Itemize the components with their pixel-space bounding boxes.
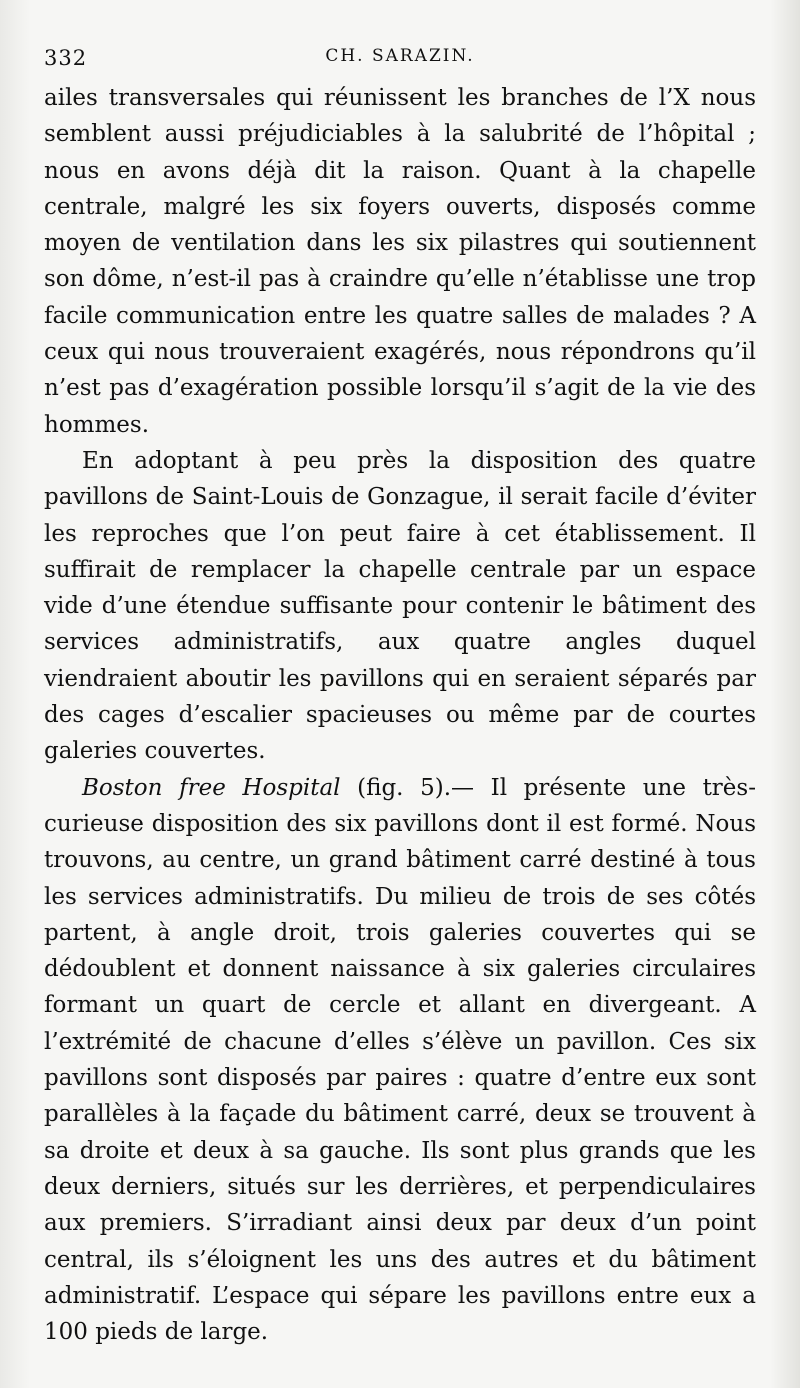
body-text <box>44 80 756 1350</box>
paragraph-1: ailes transversales qui réunissent les branches de l’X nous semblent aussi préjudiciables à la salubrité de l’hôpital ; nous en avons déjà dit la raison. Quant à la chapelle centrale, malgré les six foyers ouverts, disposés comme moyen de ventilation dans les six pilastres qui soutiennent son dôme, n’est-il pas à craindre qu’elle n’établisse une trop facile communication entre les quatre salles de malades ? A ceux qui nous trouveraient exagérés, nous répondrons qu’il n’est pas d’exagération possible lorsqu’il s’agit de la vie des hommes. <box>44 85 756 438</box>
paragraph-3 <box>44 770 756 1351</box>
paragraph-3-text: (fig. 5).— Il présente une très-curieuse disposition des six pavillons dont il est formé. Nous trouvons, au centre, un grand bâtiment carré destiné à tous les services administratifs. Du milieu de trois de ses côtés partent, à angle droit, trois galeries couvertes qui se dédoublent et donnent naissance à six galeries circulaires formant un quart de cercle et allant en divergeant. A l’extrémité de chacune d’elles s’élève un pavillon. Ces six pavillons sont disposés par paires : quatre d’entre eux sont parallèles à la façade du bâtiment carré, deux se trouvent à sa droite et deux à sa gauche. Ils sont plus grands que les deux derniers, situés sur les derrières, et perpendiculaires aux premiers. S’irradiant ainsi deux par deux d’un point central, ils s’éloignent les uns des autres et du bâtiment administratif. L’espace qui sépare les pavillons entre eux a 100 pieds de large. <box>44 774 756 1346</box>
running-head <box>44 40 756 80</box>
page-number: 332 <box>44 46 88 70</box>
running-head-author: CH. SARAZIN. <box>325 46 475 66</box>
hospital-name: Boston free Hospital <box>82 774 341 801</box>
paragraph-2: En adoptant à peu près la disposition des quatre pavillons de Saint-Louis de Gonzague, il serait facile d’éviter les reproches que l’on peut faire à cet établissement. Il suffirait de remplacer la chapelle centrale par un espace vide d’une étendue suffisante pour contenir le bâtiment des services administratifs, aux quatre angles duquel viendraient aboutir les pavillons qui en seraient séparés par des cages d’escalier spacieuses ou même par de courtes galeries couvertes. <box>44 447 756 765</box>
